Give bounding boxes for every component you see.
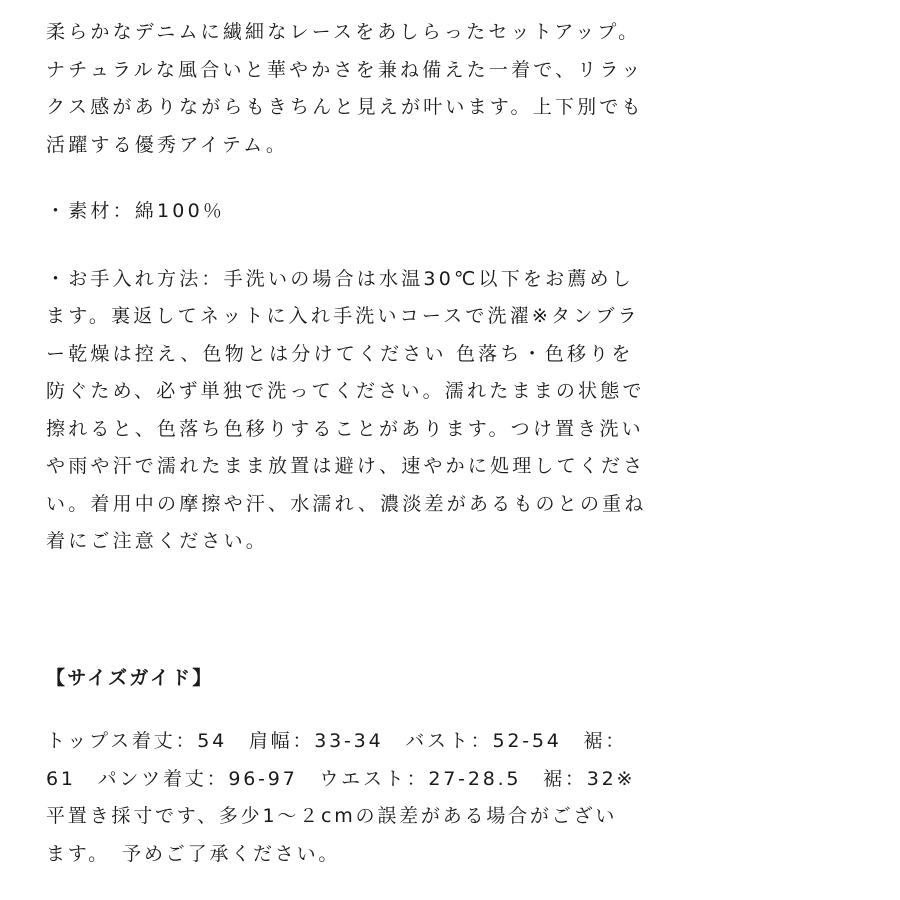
size-guide-body xyxy=(46,723,746,873)
spacer xyxy=(46,697,746,723)
care-line: 擦れると、色落ち色移りすることがあります。つけ置き洗い xyxy=(46,417,644,440)
spacer xyxy=(46,561,746,660)
description-line: クス感がありながらもきちんと見えが叶います。上下別でも xyxy=(46,96,644,118)
description-line: 柔らかなデニムに繊細なレースをあしらったセットアップ。 xyxy=(46,21,641,43)
description-line: ナチュラルな風合いと華やかさを兼ね備えた一着で、リラッ xyxy=(46,58,644,81)
product-description-document xyxy=(46,14,746,873)
care-line: や雨や汗で濡れたまま放置は避け、速やかに処理してくださ xyxy=(46,455,646,477)
description-line: 活躍する優秀アイテム。 xyxy=(46,133,289,156)
size-guide-section xyxy=(46,660,746,874)
care-line: 着にご注意ください。 xyxy=(46,530,269,552)
care-line: い。着用中の摩擦や汗、水濡れ、濃淡差があるものとの重ね xyxy=(46,492,647,515)
care-instructions-paragraph xyxy=(46,261,746,561)
size-guide-line: 61 パンツ着丈：96-97 ウエスト：27-28.5 裾：32※ xyxy=(46,767,636,790)
description-paragraph xyxy=(46,14,746,164)
care-line: 防ぐため、必ず単独で洗ってください。濡れたままの状態で xyxy=(46,380,645,402)
size-guide-line: 平置き採寸です、多少1～２cmの誤差がある場合がござい xyxy=(46,805,618,827)
size-guide-line: トップス着丈：54 肩幅：33-34 バスト：52-54 裾： xyxy=(46,730,628,752)
material-paragraph xyxy=(46,193,746,231)
care-line: ます。裏返してネットに入れ手洗いコースで洗濯※タンブラ xyxy=(46,305,640,327)
care-line: ・お手入れ方法：手洗いの場合は水温30℃以下をお薦めし xyxy=(46,267,634,290)
size-guide-heading: 【サイズガイド】 xyxy=(46,666,214,689)
size-guide-line: ます。 予めご了承ください。 xyxy=(46,842,341,865)
spacer xyxy=(46,231,746,261)
spacer xyxy=(46,164,746,193)
care-line: ー乾燥は控え、色物とは分けてください 色落ち・色移りを xyxy=(46,342,634,365)
material-line: ・素材：綿100％ xyxy=(46,200,226,222)
